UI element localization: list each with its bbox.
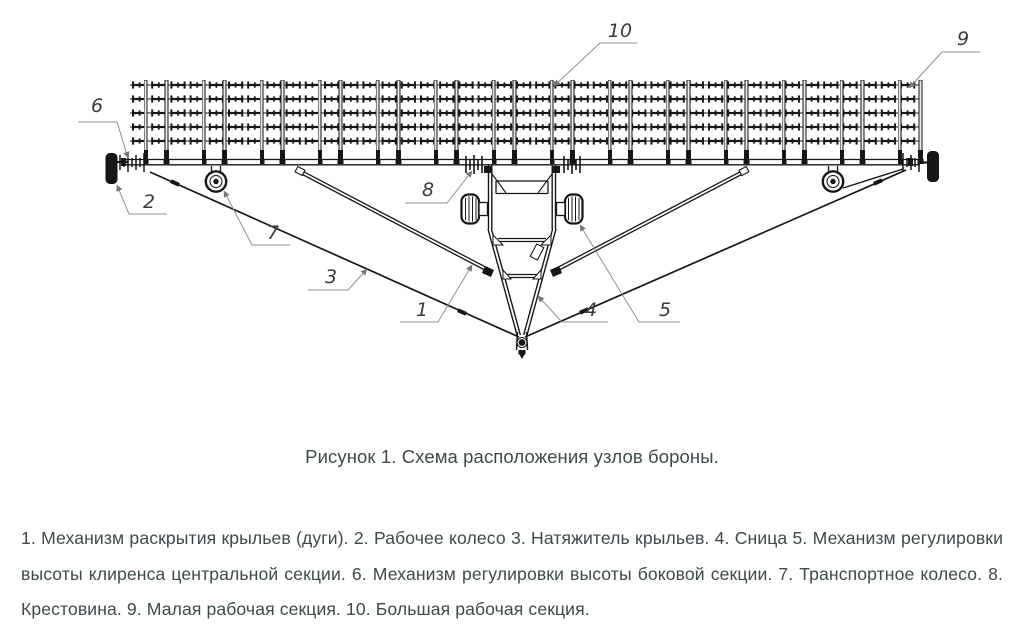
section-rails xyxy=(144,80,924,164)
leader-6 xyxy=(78,122,128,158)
right-transport-wheel xyxy=(823,166,903,192)
callout-label-2: 2 xyxy=(142,191,156,213)
parts-legend: 1. Механизм раскрытия крыльев (дуги). 2. Рабочее колесо 3. Натяжитель крыльев. 4. Сница 5. Механизм регулировки высоты клиренса центральной секции. 6. Механизм регулировки высоты боковой секции. 7. Транспортное колесо. 8. Крестовина. 9. Малая рабочая секция. 10. Большая рабочая секция. xyxy=(21,528,1003,619)
leader-4 xyxy=(538,296,608,322)
figure-caption: Рисунок 1. Схема расположения узлов бороны. xyxy=(305,446,719,467)
callout-label-7: 7 xyxy=(266,222,280,244)
callout-label-6: 6 xyxy=(90,95,104,117)
left-working-wheel xyxy=(106,153,122,184)
leader-7 xyxy=(224,191,290,245)
callout-label-8: 8 xyxy=(421,179,435,201)
callout-label-1: 1 xyxy=(415,299,429,321)
right-working-wheel xyxy=(927,151,939,182)
tine-sections xyxy=(130,78,924,164)
wing-tension-rods xyxy=(150,170,906,337)
callout-label-10: 10 xyxy=(607,20,633,42)
left-transport-wheel xyxy=(206,166,226,192)
callout-label-9: 9 xyxy=(956,28,970,50)
drawbar xyxy=(488,229,556,335)
callout-label-3: 3 xyxy=(324,266,338,288)
center-frame xyxy=(462,165,583,229)
callout-label-5: 5 xyxy=(658,299,672,321)
wing-opening-rods xyxy=(295,166,749,277)
callout-label-4: 4 xyxy=(584,299,598,321)
leader-3 xyxy=(308,269,367,290)
